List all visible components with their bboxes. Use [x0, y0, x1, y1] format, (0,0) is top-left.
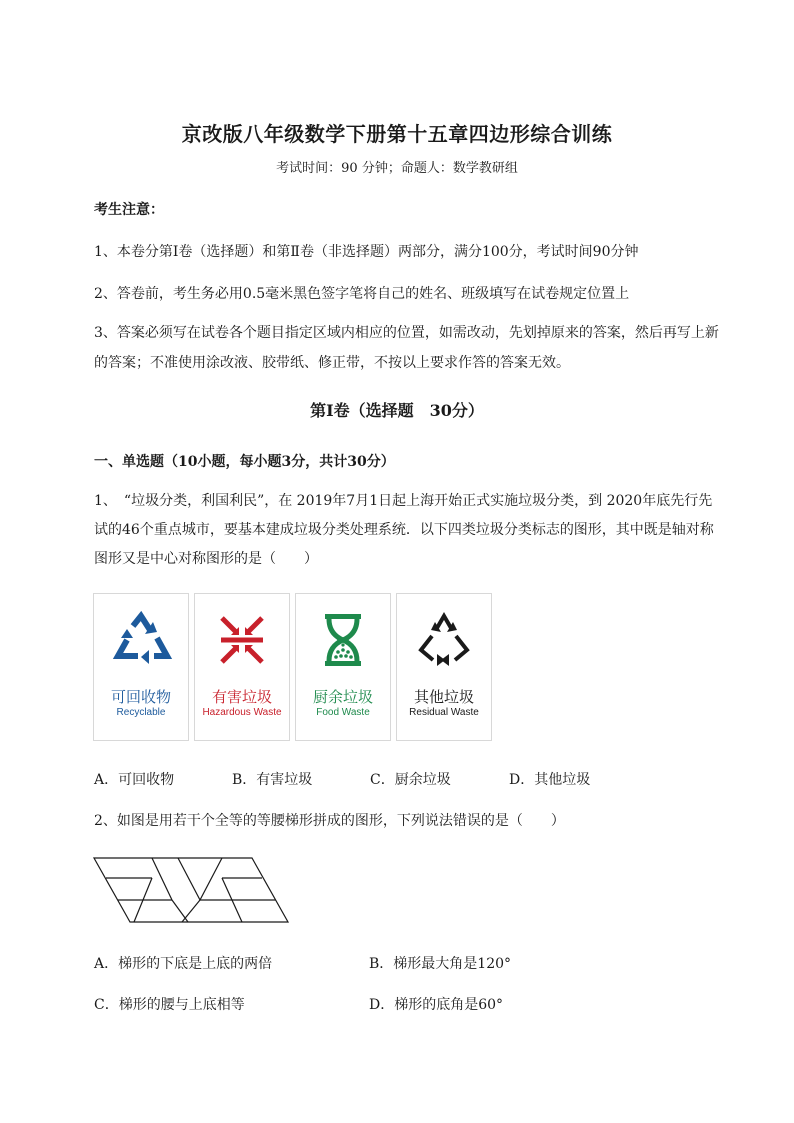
note-item-2: 2、答卷前，考生务必用0.5毫米黑色签字笔将自己的姓名、班级填写在试卷规定位置上	[94, 286, 630, 302]
hazard-arrows-icon	[195, 594, 289, 686]
q1-option-d: D．其他垃圾	[509, 772, 591, 788]
q2-option-b: B．梯形最大角是120°	[369, 956, 512, 972]
card-label-cn: 可回收物	[110, 688, 171, 706]
notes-heading: 考生注意：	[94, 202, 164, 218]
residual-waste-card	[396, 593, 492, 741]
q2-option-d: D．梯形的底角是60°	[369, 997, 504, 1013]
card-label-en: Residual Waste	[409, 707, 479, 718]
q1-option-c: C．厨余垃圾	[370, 772, 451, 788]
trapezoid-tiling-figure	[92, 856, 292, 926]
garbage-sign-figures	[93, 593, 493, 741]
note-item-1: 1、本卷分第Ⅰ卷（选择题）和第Ⅱ卷（非选择题）两部分，满分100分，考试时间90分钟	[94, 244, 639, 260]
card-label-en: Food Waste	[316, 707, 370, 718]
card-label-cn: 有害垃圾	[211, 688, 272, 706]
card-label-en: Hazardous Waste	[202, 707, 282, 718]
food-waste-card	[295, 593, 391, 741]
part-heading: 一、单选题（10小题，每小题3分，共计30分）	[94, 454, 395, 470]
note-item-3: 3、答案必须写在试卷各个题目指定区域内相应的位置，如需改动，先划掉原来的答案，然后再写上新的答案；不准使用涂改液、胶带纸、修正带，不按以上要求作答的答案无效。	[94, 325, 719, 371]
hourglass-icon	[296, 594, 390, 686]
question-2-text: 2、如图是用若干个全等的等腰梯形拼成的图形，下列说法错误的是（ ）	[94, 813, 565, 829]
card-label-en: Recyclable	[116, 707, 166, 718]
page-title: 京改版八年级数学下册第十五章四边形综合训练	[181, 122, 613, 146]
card-label-cn: 其他垃圾	[413, 688, 474, 706]
q1-option-a: A．可回收物	[94, 772, 175, 788]
recycle-icon	[94, 594, 188, 686]
exam-info: 考试时间：90 分钟；命题人：数学教研组	[276, 161, 518, 176]
q2-option-c: C．梯形的腰与上底相等	[94, 997, 245, 1013]
card-label-cn: 厨余垃圾	[312, 688, 373, 706]
question-1-text: 1、 “垃圾分类，利国利民”，在 2019年7月1日起上海开始正式实施垃圾分类，到 2020年底先行先试的46个重点城市，要基本建成垃圾分类处理系统．以下四类垃圾分类标志的图形，其中既是轴对称图形又是中心对称图形的是（ ）	[94, 493, 714, 567]
residual-arrows-icon	[397, 594, 491, 686]
recyclable-card	[93, 593, 189, 741]
section-title: 第Ⅰ卷（选择题 30分）	[310, 401, 484, 420]
hazardous-card	[194, 593, 290, 741]
q2-option-a: A．梯形的下底是上底的两倍	[94, 956, 273, 972]
q1-option-b: B．有害垃圾	[232, 772, 313, 788]
